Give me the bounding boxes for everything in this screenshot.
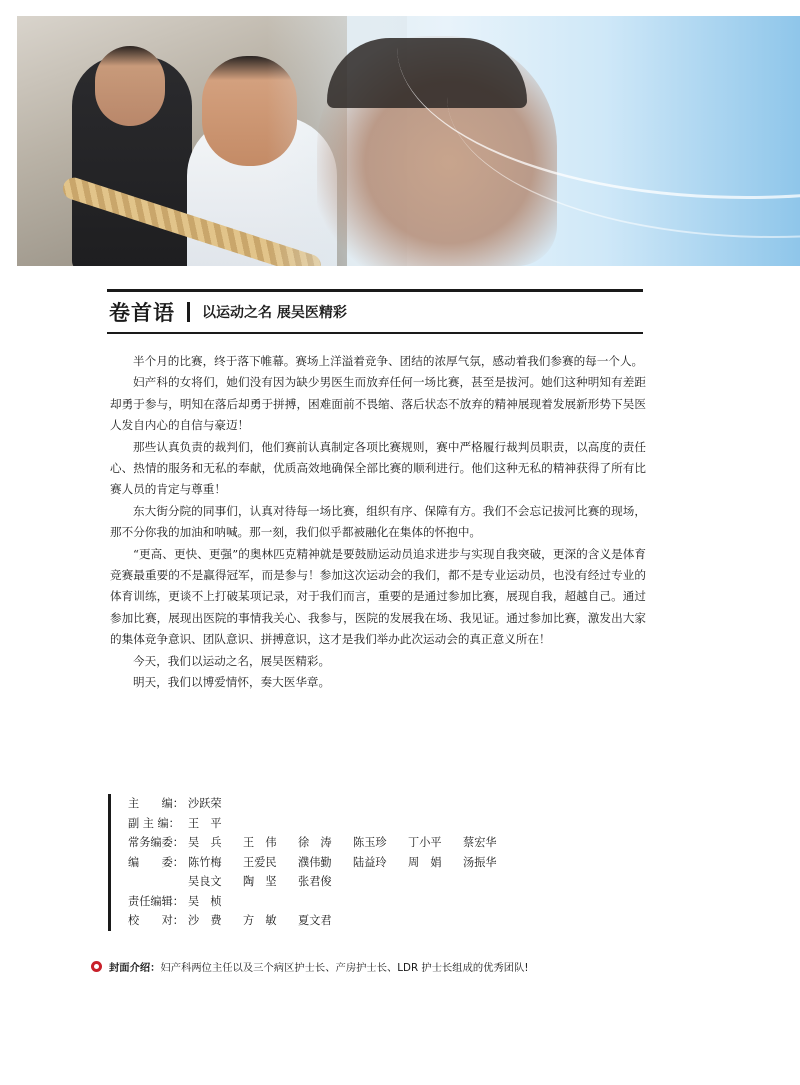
credit-name: 沙 费 xyxy=(188,914,222,927)
credit-name: 蔡宏华 xyxy=(463,836,497,849)
credit-name: 丁小平 xyxy=(408,836,442,849)
credit-name: 陈玉珍 xyxy=(353,836,387,849)
credit-row xyxy=(128,872,518,892)
credit-name: 陈竹梅 xyxy=(188,855,222,869)
credit-names xyxy=(188,872,353,892)
paragraph: 妇产科的女将们，她们没有因为缺少男医生而放弃任何一场比赛，甚至是拔河。她们这种明知有差距却勇于参与，明知在落后却勇于拼搏，困难面前不畏缩、落后状态不放弃的精神展现着发展新形势下吴医人发自内心的自信与豪迈！ xyxy=(110,375,646,433)
credit-name: 陆益玲 xyxy=(353,855,387,869)
credit-name: 吴 兵 xyxy=(188,836,222,849)
paragraph: 明天，我们以博爱情怀，奏大医华章。 xyxy=(133,675,331,690)
credit-name: 徐 涛 xyxy=(298,836,332,849)
credit-name: 方 敏 xyxy=(243,914,277,927)
credit-name: 陶 坚 xyxy=(243,875,277,888)
credit-row xyxy=(128,833,518,853)
cover-note xyxy=(91,959,529,974)
credit-names xyxy=(188,892,243,912)
section-title: 卷首语 xyxy=(109,301,175,325)
paragraph: 东大街分院的同事们，认真对待每一场比赛，组织有序、保障有方。我们不会忘记拔河比赛的现场，那不分你我的加油和呐喊。那一刻，我们似乎都被融化在集体的怀抱中。 xyxy=(110,503,646,540)
credit-names xyxy=(188,853,518,873)
paragraph: 那些认真负责的裁判们，他们赛前认真制定各项比赛规则，赛中严格履行裁判员职责，以高度的责任心、热情的服务和无私的奉献，优质高效地确保全部比赛的顺利进行。他们这种无私的精神获得了所有比赛人员的肯定与尊重！ xyxy=(110,439,646,497)
editorial-credits xyxy=(108,794,518,931)
title-separator xyxy=(187,302,190,322)
credit-names xyxy=(188,833,518,853)
credit-label: 主 编： xyxy=(128,797,184,810)
paragraph: 今天，我们以运动之名，展吴医精彩。 xyxy=(133,653,331,668)
credit-names xyxy=(188,814,243,834)
credit-name: 吴 桢 xyxy=(188,894,222,908)
paragraph: 半个月的比赛，终于落下帷幕。赛场上洋溢着竞争、团结的浓厚气氛，感动着我们参赛的每一个人。 xyxy=(133,354,644,368)
photo-person-head xyxy=(95,46,165,126)
credit-name: 沙跃荣 xyxy=(188,797,222,810)
credit-names xyxy=(188,911,353,931)
credit-label xyxy=(128,872,188,892)
credit-label: 校 对： xyxy=(128,914,184,927)
credit-name: 张君俊 xyxy=(298,875,332,888)
credit-row xyxy=(128,794,518,814)
credit-row xyxy=(128,892,518,912)
target-bullet-icon xyxy=(91,961,102,972)
credit-row xyxy=(128,814,518,834)
credit-name: 王爱民 xyxy=(243,855,277,869)
section-subtitle: 以运动之名 展吴医精彩 xyxy=(202,305,347,321)
editorial-body xyxy=(110,351,646,694)
credit-label: 副 主 编： xyxy=(128,816,180,830)
cover-note-label: 封面介绍： xyxy=(109,962,161,974)
credit-row xyxy=(128,911,518,931)
credit-name: 周 娟 xyxy=(408,855,442,869)
credit-label: 编 委： xyxy=(128,855,184,869)
cover-photo xyxy=(17,16,800,266)
credit-name: 夏文君 xyxy=(298,914,332,927)
credit-row xyxy=(128,853,518,873)
credit-name: 吴良文 xyxy=(188,875,222,888)
credit-label: 常务编委： xyxy=(128,836,184,849)
credit-name: 王 伟 xyxy=(243,836,277,849)
credit-name: 汤振华 xyxy=(463,855,497,869)
credit-name: 王 平 xyxy=(188,816,222,830)
cover-note-text: 妇产科两位主任以及三个病区护士长、产房护士长、LDR 护士长组成的优秀团队! xyxy=(160,962,529,974)
credit-names xyxy=(188,794,243,814)
section-title-bar xyxy=(107,289,643,334)
paragraph: “更高、更快、更强”的奥林匹克精神就是要鼓励运动员追求进步与实现自我突破，更深的含义是体育竞赛最重要的不是赢得冠军，而是参与！参加这次运动会的我们，都不是专业运动员，也没有经过专业的体育训练，更谈不上打破某项记录，对于我们而言，重要的是通过参加比赛，展现自我，超越自己。通过参加比赛，展现出医院的事情我关心、我参与，医院的发展我在场、我见证。通过参加比赛，激发出大家的集体竞争意识、团队意识、拼搏意识，这才是我们举办此次运动会的真正意义所在！ xyxy=(110,546,646,647)
credit-name: 濮伟勤 xyxy=(298,855,332,869)
credit-label: 责任编辑： xyxy=(128,894,184,908)
